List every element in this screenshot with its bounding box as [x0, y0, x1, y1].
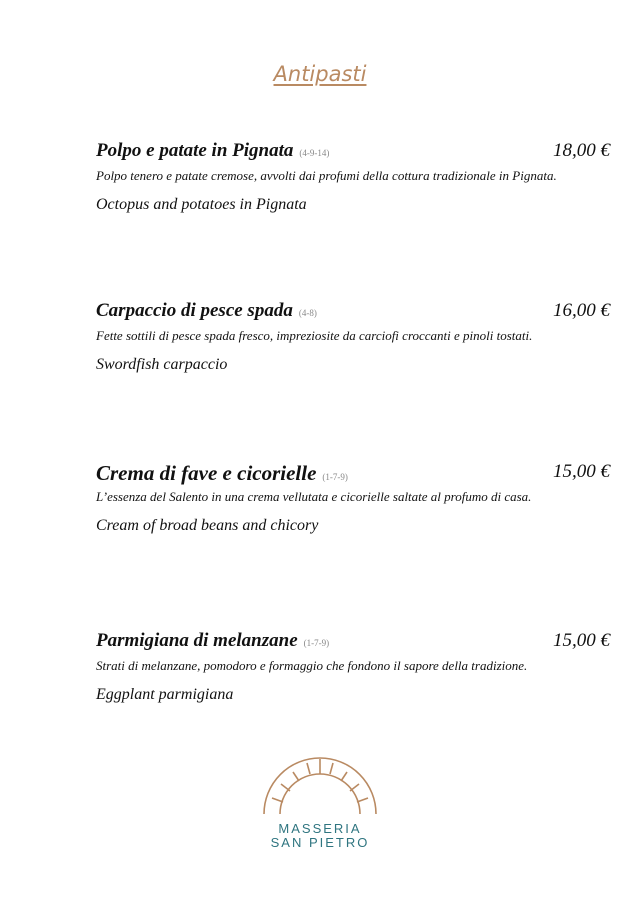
logo-text-line2: SAN PIETRO [270, 835, 370, 850]
allergen-codes: (4-9-14) [299, 148, 330, 158]
dish-description: L’essenza del Salento in una crema vellutata e cicorielle saltate al profumo di casa. [96, 489, 532, 504]
dish-price: 15,00 € [553, 461, 610, 482]
dish-description: Fette sottili di pesce spada fresco, impreziosite da carciofi croccanti e pinoli tostati. [96, 328, 533, 343]
dish-description: Polpo tenero e patate cremose, avvolti dai profumi della cottura tradizionale in Pignata. [96, 168, 557, 183]
arch-logo-icon [260, 752, 380, 816]
menu-item [96, 461, 630, 535]
logo-text-line1: MASSERIA [278, 821, 362, 836]
dish-price: 16,00 € [553, 300, 610, 321]
dish-price: 18,00 € [553, 140, 610, 161]
allergen-codes: (1-7-9) [322, 472, 348, 482]
dish-name: Polpo e patate in Pignata [96, 140, 294, 161]
dish-description: Strati di melanzane, pomodoro e formaggio che fondono il sapore della tradizione. [96, 658, 528, 673]
menu-item [96, 630, 630, 704]
menu-item [96, 140, 630, 214]
dish-name: Carpaccio di pesce spada [96, 300, 293, 321]
dish-name: Crema di fave e cicorielle [96, 461, 317, 485]
allergen-codes: (4-8) [298, 308, 317, 318]
dish-english-name: Eggplant parmigiana [96, 686, 234, 703]
dish-english-name: Cream of broad beans and chicory [96, 517, 319, 534]
allergen-codes: (1-7-9) [303, 638, 330, 648]
section-heading: Antipasti [273, 62, 367, 86]
masseria-logo [258, 752, 382, 850]
dish-name: Parmigiana di melanzane [96, 630, 298, 651]
dish-english-name: Swordfish carpaccio [96, 356, 228, 373]
dish-price: 15,00 € [553, 630, 610, 651]
menu-item [96, 300, 630, 374]
dish-english-name: Octopus and potatoes in Pignata [96, 196, 307, 213]
